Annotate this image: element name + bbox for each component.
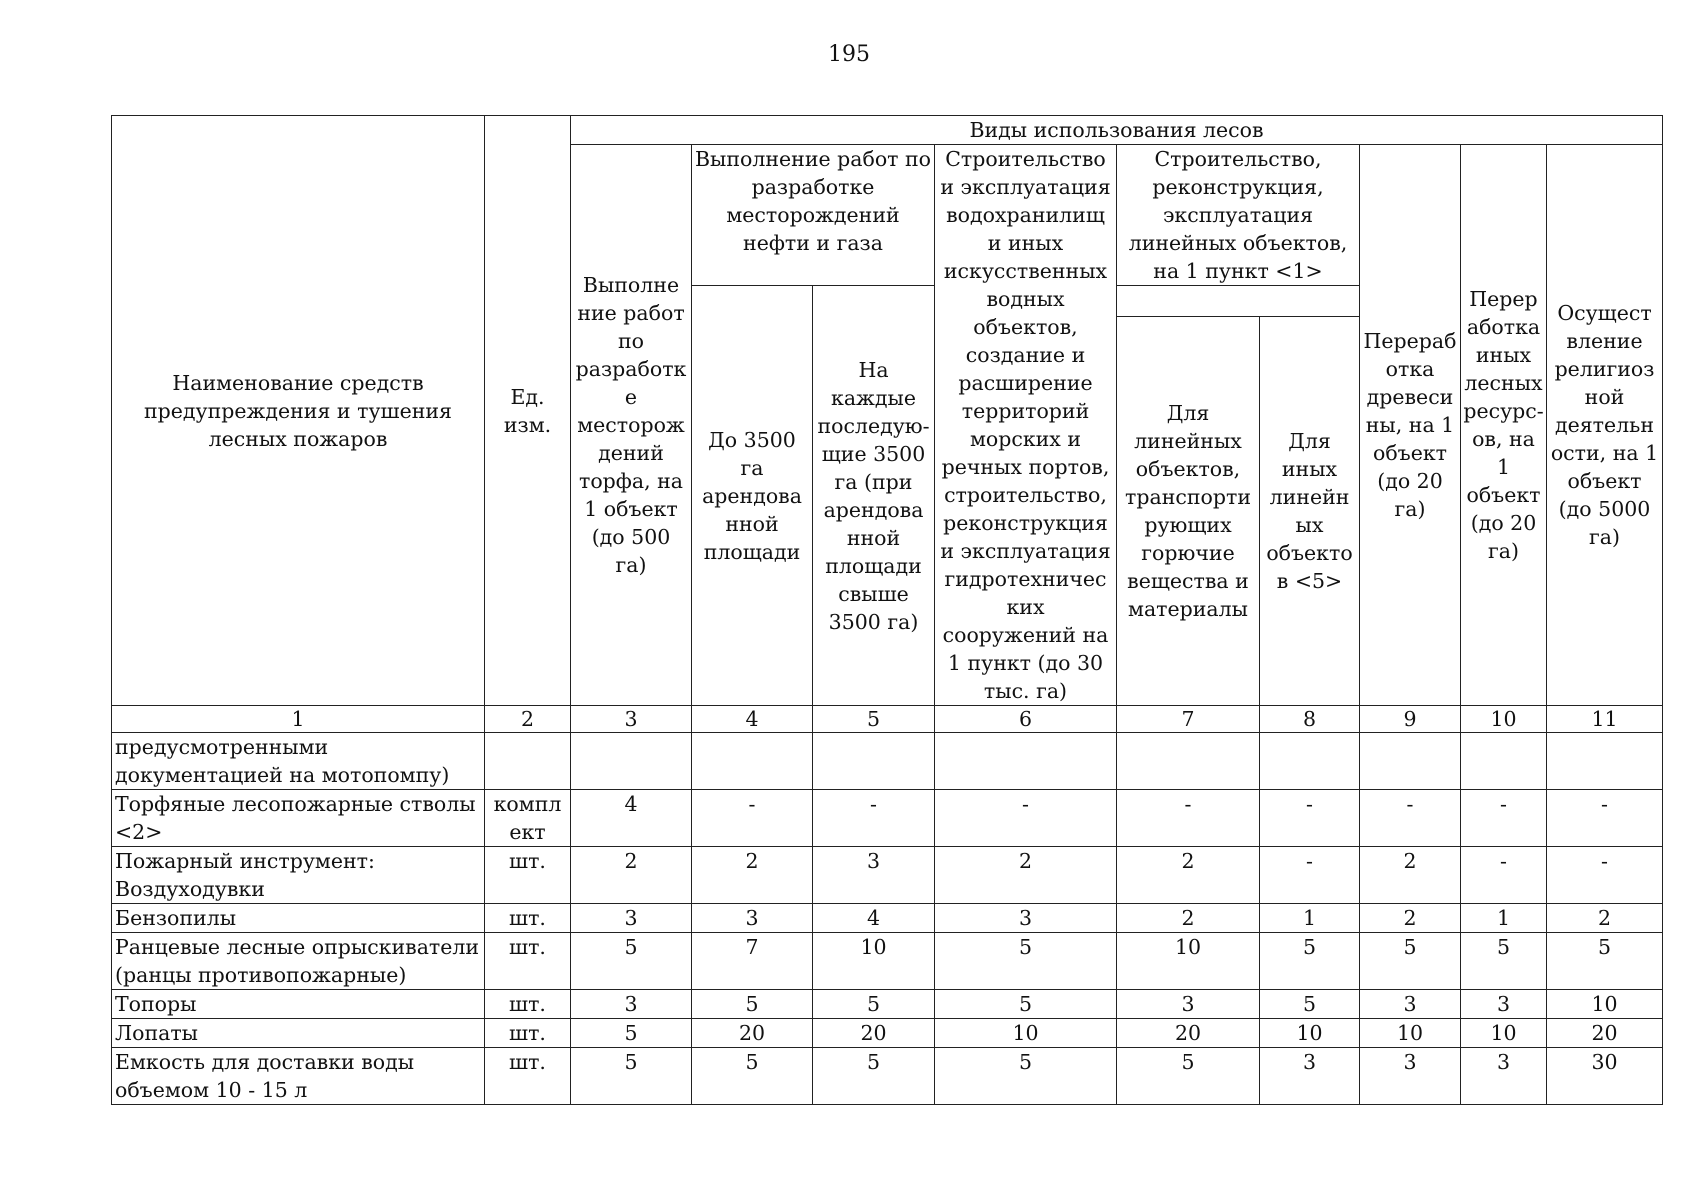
header-unit: Ед. изм. xyxy=(485,116,571,706)
row-value: 5 xyxy=(935,1048,1117,1105)
row-value: 10 xyxy=(1260,1019,1360,1048)
row-unit xyxy=(485,733,571,790)
column-number: 11 xyxy=(1547,706,1663,733)
row-value: - xyxy=(1117,790,1260,847)
header-linear-fuel: Для линейных объектов, транспортирующих горючие вещества и материалы xyxy=(1117,317,1260,706)
row-value: 30 xyxy=(1547,1048,1663,1105)
page-number: 195 xyxy=(828,42,870,67)
row-value xyxy=(813,733,935,790)
row-value: 3 xyxy=(1461,990,1547,1019)
header-linear: Строительство, реконструкция, эксплуатация линейных объектов, на 1 пункт <1> xyxy=(1117,145,1360,286)
row-name: Бензопилы xyxy=(112,904,485,933)
header-oil-gas-up-to: До 3500 га арендованной площади xyxy=(692,286,813,706)
row-value: 5 xyxy=(935,990,1117,1019)
header-oil-gas: Выполнение работ по разработке месторождений нефти и газа xyxy=(692,145,935,286)
header-linear-other: Для иных линейных объектов <5> xyxy=(1260,317,1360,706)
row-value: 10 xyxy=(1117,933,1260,990)
row-value: 2 xyxy=(1360,847,1461,904)
row-name: Топоры xyxy=(112,990,485,1019)
table-row xyxy=(112,790,1663,847)
row-value: 5 xyxy=(1360,933,1461,990)
row-value: 3 xyxy=(1117,990,1260,1019)
row-value: 20 xyxy=(1117,1019,1260,1048)
row-value: 5 xyxy=(1547,933,1663,990)
row-value: 3 xyxy=(1461,1048,1547,1105)
row-value: 5 xyxy=(692,990,813,1019)
row-value: 5 xyxy=(692,1048,813,1105)
column-number: 6 xyxy=(935,706,1117,733)
row-value: 20 xyxy=(692,1019,813,1048)
table-row xyxy=(112,990,1663,1019)
header-wood: Переработка древесины, на 1 объект (до 20 га) xyxy=(1360,145,1461,706)
row-value: 10 xyxy=(1461,1019,1547,1048)
row-unit: шт. xyxy=(485,1048,571,1105)
row-unit: шт. xyxy=(485,1019,571,1048)
row-value: 5 xyxy=(571,1019,692,1048)
row-value: 3 xyxy=(692,904,813,933)
row-value: - xyxy=(1461,847,1547,904)
row-value: 2 xyxy=(692,847,813,904)
row-value: - xyxy=(1360,790,1461,847)
row-value: 5 xyxy=(1260,990,1360,1019)
fire-equipment-norms-table xyxy=(111,115,1663,1105)
header-peat: Выполнение работ по разработке месторождений торфа, на 1 объект (до 500 га) xyxy=(571,145,692,706)
row-value: - xyxy=(1547,790,1663,847)
column-number: 3 xyxy=(571,706,692,733)
row-value: 20 xyxy=(813,1019,935,1048)
row-value xyxy=(935,733,1117,790)
row-value xyxy=(1117,733,1260,790)
row-value: 3 xyxy=(813,847,935,904)
row-value: 5 xyxy=(813,990,935,1019)
row-value: 3 xyxy=(1360,990,1461,1019)
row-value: 10 xyxy=(1547,990,1663,1019)
row-value: 3 xyxy=(571,990,692,1019)
column-number: 2 xyxy=(485,706,571,733)
row-value: 2 xyxy=(571,847,692,904)
row-name: Торфяные лесопожарные стволы <2> xyxy=(112,790,485,847)
row-value: 2 xyxy=(935,847,1117,904)
row-value: 5 xyxy=(1117,1048,1260,1105)
row-value: 3 xyxy=(571,904,692,933)
row-unit: шт. xyxy=(485,847,571,904)
column-number: 1 xyxy=(112,706,485,733)
row-value: 1 xyxy=(1461,904,1547,933)
row-value xyxy=(1461,733,1547,790)
header-reservoirs: Строительство и эксплуатация водохранилищ и иных искусственных водных объектов, создание и расширение территорий морских и речных портов, строительство, реконструкция и эксплуатация гидротехнических сооружений на 1 пункт (до 30 тыс. га) xyxy=(935,145,1117,706)
header-group-forest-use: Виды использования лесов xyxy=(571,116,1663,145)
row-unit: шт. xyxy=(485,904,571,933)
column-number: 8 xyxy=(1260,706,1360,733)
row-name: предусмотренными документацией на мотопомпу) xyxy=(112,733,485,790)
row-value: - xyxy=(1260,790,1360,847)
row-unit: комплект xyxy=(485,790,571,847)
row-value: - xyxy=(813,790,935,847)
row-value: 10 xyxy=(935,1019,1117,1048)
table-row xyxy=(112,933,1663,990)
row-value: 7 xyxy=(692,933,813,990)
row-value: 5 xyxy=(571,1048,692,1105)
row-unit: шт. xyxy=(485,990,571,1019)
row-name: Ранцевые лесные опрыскиватели (ранцы противопожарные) xyxy=(112,933,485,990)
row-value: 4 xyxy=(813,904,935,933)
header-name: Наименование средств предупреждения и тушения лесных пожаров xyxy=(112,116,485,706)
header-other-resources: Переработка иных лесных ресурсов, на 1 объект (до 20 га) xyxy=(1461,145,1547,706)
column-numbers-row xyxy=(112,706,1663,733)
row-value: 1 xyxy=(1260,904,1360,933)
row-value: 3 xyxy=(1360,1048,1461,1105)
table-row xyxy=(112,1048,1663,1105)
row-value: 5 xyxy=(1461,933,1547,990)
row-value xyxy=(1547,733,1663,790)
row-value: 5 xyxy=(813,1048,935,1105)
row-value: 3 xyxy=(935,904,1117,933)
column-number: 10 xyxy=(1461,706,1547,733)
row-value xyxy=(571,733,692,790)
column-number: 9 xyxy=(1360,706,1461,733)
column-number: 7 xyxy=(1117,706,1260,733)
header-oil-gas-each: На каждые последующие 3500 га (при арендованной площади свыше 3500 га) xyxy=(813,286,935,706)
row-value: - xyxy=(1260,847,1360,904)
row-value xyxy=(1260,733,1360,790)
column-number: 5 xyxy=(813,706,935,733)
row-value xyxy=(1360,733,1461,790)
row-value: 2 xyxy=(1360,904,1461,933)
table-row xyxy=(112,847,1663,904)
header-religious: Осуществление религиозной деятельности, на 1 объект (до 5000 га) xyxy=(1547,145,1663,706)
row-value: 2 xyxy=(1117,904,1260,933)
row-value xyxy=(692,733,813,790)
row-name: Пожарный инструмент: Воздуходувки xyxy=(112,847,485,904)
row-name: Емкость для доставки воды объемом 10 - 15 л xyxy=(112,1048,485,1105)
row-value: 3 xyxy=(1260,1048,1360,1105)
row-value: 4 xyxy=(571,790,692,847)
row-value: - xyxy=(692,790,813,847)
row-value: 2 xyxy=(1547,904,1663,933)
table-row xyxy=(112,904,1663,933)
row-value: 10 xyxy=(813,933,935,990)
row-value: 10 xyxy=(1360,1019,1461,1048)
row-unit: шт. xyxy=(485,933,571,990)
header-linear-spacer xyxy=(1117,286,1360,317)
row-value: 5 xyxy=(935,933,1117,990)
row-value: 5 xyxy=(571,933,692,990)
column-number: 4 xyxy=(692,706,813,733)
table-row xyxy=(112,733,1663,790)
table-row xyxy=(112,1019,1663,1048)
row-value: - xyxy=(1547,847,1663,904)
row-name: Лопаты xyxy=(112,1019,485,1048)
row-value: 2 xyxy=(1117,847,1260,904)
row-value: 5 xyxy=(1260,933,1360,990)
row-value: 20 xyxy=(1547,1019,1663,1048)
row-value: - xyxy=(1461,790,1547,847)
row-value: - xyxy=(935,790,1117,847)
